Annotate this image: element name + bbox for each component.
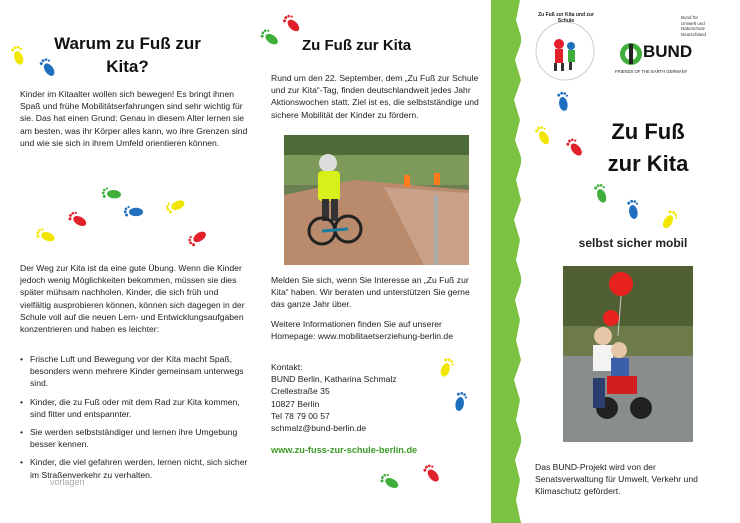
left-paragraph-2: Der Weg zur Kita ist da eine gute Übung. Wenn die Kinder jedoch wenig Möglichkeiten bekommen, müssen sie dies später mühsam nachholen. Kinder, die sich früh und vielfältig ausprobieren können, können sich dagegen in der Schule voll auf die neuen Lern- und Entwicklungsaufgaben konzentrieren und haben es leichter: <box>20 263 245 335</box>
left-panel <box>0 0 255 523</box>
contact-email: schmalz@bund-berlin.de <box>271 423 367 434</box>
footprints-icon <box>30 178 220 258</box>
list-item: • Sie werden selbstständiger und lernen ihre Umgebung besser kennen. <box>20 426 248 450</box>
kita-logo-text: Zu Fuß zur Kita und zur Schule <box>538 12 594 24</box>
benefits-list <box>20 353 248 487</box>
website-link[interactable]: www.zu-fuss-zur-schule-berlin.de <box>271 445 418 455</box>
right-title-line1: Zu Fuß <box>611 119 685 144</box>
tricycle-photo <box>563 266 693 442</box>
bund-logo <box>617 40 703 80</box>
contact-label: Kontakt: <box>271 362 303 372</box>
footprints-icon <box>258 10 308 55</box>
list-item: • Frische Luft und Bewegung vor der Kita macht Spaß, besonders wenn mehrere Kinder gemeinsam unterwegs sind. <box>20 353 248 390</box>
bund-name: BUND <box>643 42 693 61</box>
contact-line: Tel 78 79 00 57 <box>271 410 330 421</box>
right-panel <box>513 0 740 523</box>
right-footer: Das BUND-Projekt wird von der Senatsverwaltung für Umwelt, Verkehr und Klimaschutz gefördert. <box>535 462 698 497</box>
bund-side-text: Bund für Umwelt und Naturschutz Deutschland <box>681 15 707 37</box>
right-title <box>568 116 728 180</box>
contact-line: 10827 Berlin <box>271 398 320 409</box>
left-title-line2: Kita? <box>106 57 149 76</box>
contact-line: Crellestraße 35 <box>271 386 330 397</box>
bund-tagline: FRIENDS OF THE EARTH GERMANY <box>615 69 688 74</box>
watermark: vorlagen <box>50 477 85 487</box>
right-title-line2: zur Kita <box>607 151 689 176</box>
middle-panel <box>256 0 491 523</box>
left-title-line1: Warum zu Fuß zur <box>54 34 201 53</box>
footprints-icon <box>376 460 456 500</box>
footprints-icon <box>8 38 68 88</box>
kita-logo <box>534 20 596 82</box>
right-subtitle: selbst sicher mobil <box>578 236 688 250</box>
contact-line: BUND Berlin, Katharina Schmalz <box>271 374 397 385</box>
left-paragraph-1: Kinder im Kitaalter wollen sich bewegen! Es bringt ihnen Spaß und frühe Mobilitätserfahrungen sind sehr wichtig für sie. Das hat einen Grund: Genau in diesem Alter lernen sie am besten, was ihr Körper alles kann, wo ihre Grenzen sind und wie sie sich in ihrem Umfeld orientieren können. <box>20 89 248 148</box>
list-item: • Kinder, die viel gefahren werden, lernen nicht, sich sicher im Straßenverkehr zu verhalten. <box>20 456 248 480</box>
bicycle-photo <box>284 135 469 265</box>
middle-paragraph-1: Rund um den 22. September, dem „Zu Fuß zur Schule und zur Kita“-Tag, finden deutschlandweit jedes Jahr Aktionswochen statt. Ziel ist es, die selbstständige und sichere Mobilität der Kinder zu fördern. <box>271 73 479 120</box>
middle-paragraph-3: Weitere Informationen finden Sie auf unserer Homepage: www.mobilitaetserziehung-berlin.de <box>271 319 453 342</box>
middle-title: Zu Fuß zur Kita <box>302 37 412 54</box>
list-item: • Kinder, die zu Fuß oder mit dem Rad zur Kita kommen, sind fitter und entspannter. <box>20 396 248 420</box>
middle-paragraph-2: Melden Sie sich, wenn Sie Interesse an „Zu Fuß zur Kita“ haben. Wir beraten und unterstützen Sie gerne das ganze Jahr über. <box>271 275 470 310</box>
footprints-icon <box>432 352 482 422</box>
